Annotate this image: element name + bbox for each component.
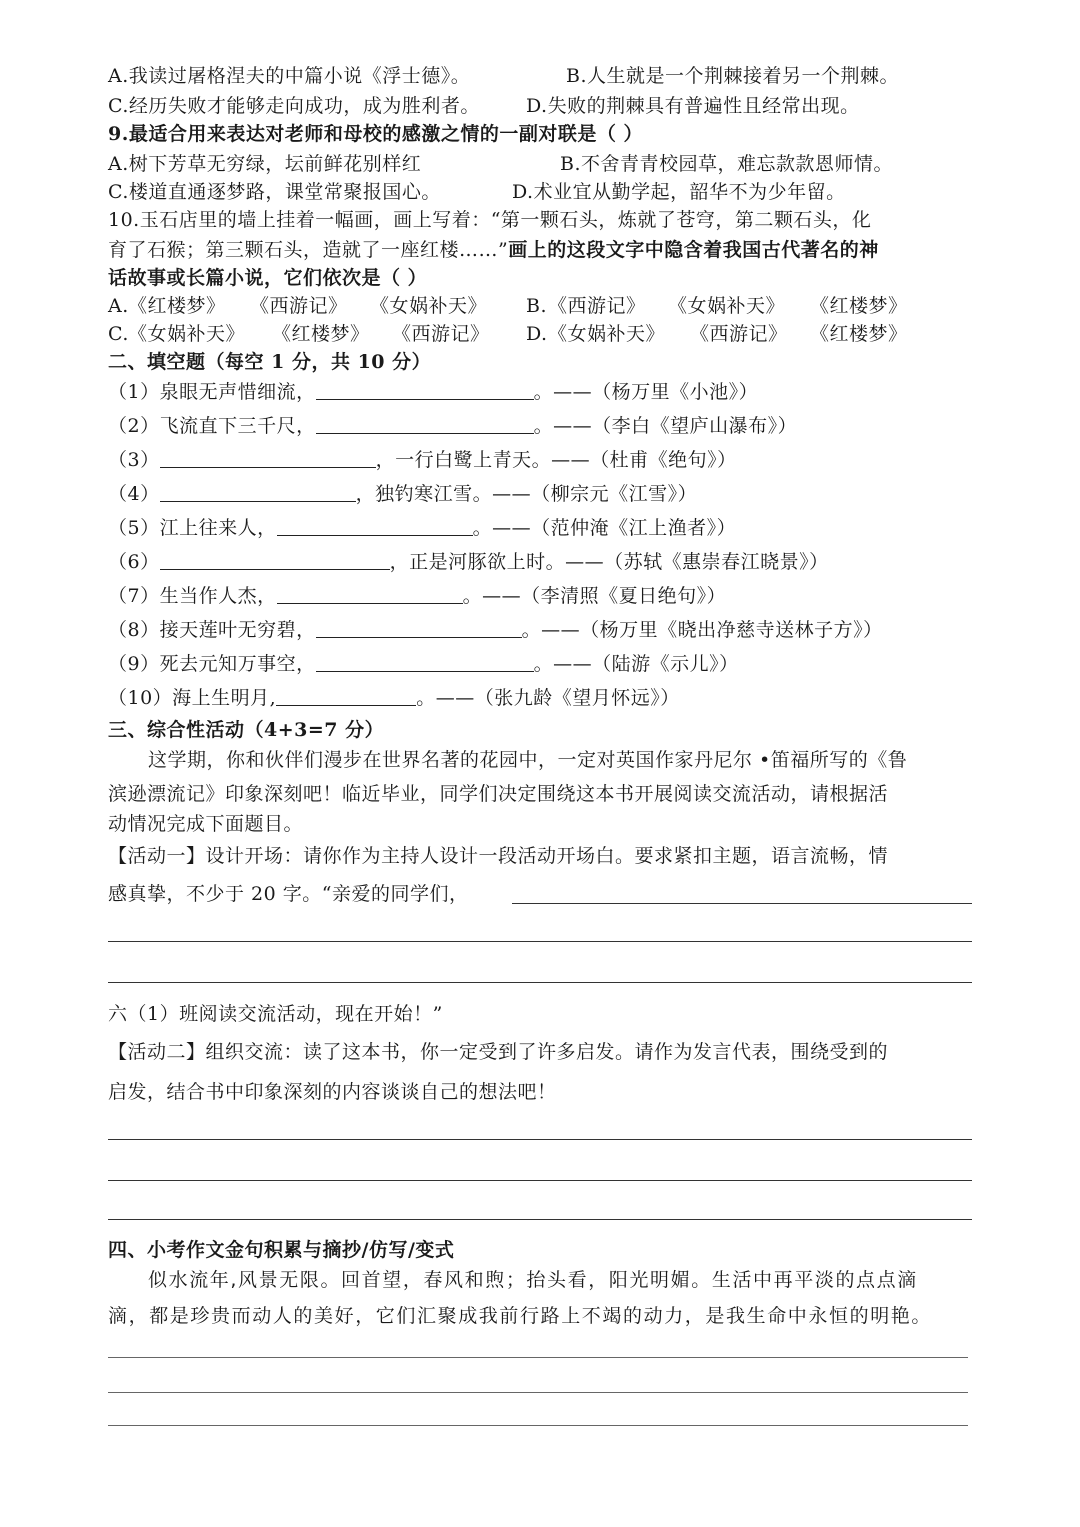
- fill-item-3-prompt: （3）: [108, 449, 160, 471]
- fill-item-9: [108, 650, 972, 678]
- q8-option-d: D.失败的荆棘具有普遍性且经常出现。: [526, 95, 860, 117]
- section-3-intro-line-3: 动情况完成下面题目。: [108, 813, 304, 835]
- fill-item-6: [108, 548, 972, 576]
- q10-stem-line-1: 10.玉石店里的墙上挂着一幅画，画上写着：“第一颗石头，炼就了苍穹，第二颗石头，化: [108, 209, 872, 231]
- fill-blank-3[interactable]: [160, 447, 376, 468]
- q10-option-d-item-1: 《女娲补天》: [548, 323, 666, 345]
- q10-option-c-item-1: 《女娲补天》: [128, 323, 246, 345]
- q10-option-c-item-2: 《红楼梦》: [272, 323, 370, 345]
- fill-item-10-prompt: （10）海上生明月,: [108, 687, 277, 709]
- fill-blank-10[interactable]: [276, 685, 416, 706]
- section-4-answer-line-2[interactable]: [108, 1392, 968, 1393]
- q8-row-2: [108, 92, 972, 120]
- q9-option-c: C.楼道直通逐梦路，课堂常聚报国心。: [108, 181, 441, 203]
- activity-1-line-1: 【活动一】设计开场：请你作为主持人设计一段活动开场白。要求紧扣主题，语言流畅，情: [108, 845, 889, 867]
- section-4-answer-line-3[interactable]: [108, 1425, 968, 1426]
- q10-option-d-item-2: 《西游记》: [690, 323, 788, 345]
- fill-item-7: [108, 582, 972, 610]
- fill-item-4: [108, 480, 972, 508]
- activity-1-closing: 六（1）班阅读交流活动，现在开始！”: [108, 1003, 443, 1025]
- section-4-answer-line-1[interactable]: [108, 1357, 968, 1358]
- activity-2-answer-line-3[interactable]: [108, 1219, 972, 1220]
- q9-row-1: [108, 150, 972, 178]
- q9-option-d: D.术业宜从勤学起，韶华不为少年留。: [512, 181, 846, 203]
- fill-blank-2[interactable]: [316, 413, 534, 434]
- q8-option-c: C.经历失败才能够走向成功，成为胜利者。: [108, 95, 480, 117]
- fill-item-9-source: 。——（陆游《示儿》）: [533, 653, 739, 675]
- activity-1-prompt: 感真挚，不少于 20 字。“亲爱的同学们，: [108, 883, 469, 905]
- q10-option-d-label: D.: [526, 323, 548, 345]
- fill-item-8-source: 。——（杨万里《晓出净慈寺送林子方》）: [521, 619, 883, 641]
- section-4-quote-line-2: 滴，都是珍贵而动人的美好，它们汇聚成我前行路上不竭的动力，是我生命中永恒的明艳。: [108, 1305, 933, 1327]
- q9-option-b: B.不舍青青校园草，难忘款款恩师情。: [560, 153, 894, 175]
- fill-blank-9[interactable]: [316, 651, 534, 672]
- fill-item-10: [108, 684, 972, 712]
- fill-item-9-prompt: （9）死去元知万事空，: [108, 653, 316, 675]
- fill-item-4-prompt: （4）: [108, 483, 160, 505]
- fill-item-2-prompt: （2）飞流直下三千尺，: [108, 415, 316, 437]
- fill-item-2-source: 。——（李白《望庐山瀑布》）: [533, 415, 798, 437]
- fill-item-3: [108, 446, 972, 474]
- section-2-title: 二、填空题（每空 1 分，共 10 分）: [108, 351, 432, 373]
- section-4-title: 四、小考作文金句积累与摘抄/仿写/变式: [108, 1239, 455, 1261]
- q10-option-c-label: C.: [108, 323, 129, 345]
- fill-blank-1[interactable]: [316, 379, 534, 400]
- activity-2-answer-line-1[interactable]: [108, 1139, 972, 1140]
- fill-item-1-prompt: （1）泉眼无声惜细流，: [108, 381, 316, 403]
- activity-2-line-1: 【活动二】组织交流：读了这本书，你一定受到了许多启发。请作为发言代表，围绕受到的: [108, 1041, 889, 1063]
- activity-1-answer-line-2[interactable]: [108, 941, 972, 942]
- q10-option-a-item-3: 《女娲补天》: [370, 295, 488, 317]
- q10-option-a-label: A.: [108, 295, 129, 317]
- fill-item-1-source: 。——（杨万里《小池》）: [533, 381, 759, 403]
- q10-option-b-item-1: 《西游记》: [548, 295, 646, 317]
- activity-1-answer-line-1[interactable]: [512, 903, 972, 904]
- q9-stem: 9.最适合用来表达对老师和母校的感激之情的一副对联是（ ）: [108, 123, 643, 145]
- activity-1-answer-line-3[interactable]: [108, 982, 972, 983]
- q10-option-c-item-3: 《西游记》: [392, 323, 490, 345]
- q10-option-a-item-2: 《西游记》: [250, 295, 348, 317]
- activity-2-answer-line-2[interactable]: [108, 1180, 972, 1181]
- fill-item-8: [108, 616, 972, 644]
- fill-item-2: [108, 412, 972, 440]
- fill-blank-8[interactable]: [316, 617, 522, 638]
- fill-blank-4[interactable]: [160, 481, 356, 502]
- q9-option-a: A.树下芳草无穷绿，坛前鲜花别样红: [108, 153, 422, 175]
- section-4-quote-line-1: 似水流年,风景无限。回首望，春风和煦；抬头看，阳光明媚。生活中再平淡的点点滴: [148, 1269, 918, 1291]
- q8-option-a: A.我读过屠格涅夫的中篇小说《浮士德》。: [108, 65, 471, 87]
- q8-row-1: [108, 62, 972, 90]
- fill-item-5-source: 。——（范仲淹《江上渔者》）: [472, 517, 737, 539]
- activity-2-line-2: 启发，结合书中印象深刻的内容谈谈自己的想法吧！: [108, 1081, 557, 1103]
- fill-item-6-prompt: （6）: [108, 551, 160, 573]
- fill-item-3-source: ，一行白鹭上青天。——（杜甫《绝句》）: [375, 449, 737, 471]
- fill-item-7-source: 。——（李清照《夏日绝句》）: [462, 585, 727, 607]
- fill-item-5-prompt: （5）江上往来人，: [108, 517, 277, 539]
- fill-item-8-prompt: （8）接天莲叶无穷碧，: [108, 619, 316, 641]
- fill-item-7-prompt: （7）生当作人杰，: [108, 585, 277, 607]
- fill-item-4-source: ，独钓寒江雪。——（柳宗元《江雪》）: [355, 483, 698, 505]
- q10-stem-line-2: [108, 236, 972, 264]
- section-3-intro-line-1: 这学期，你和伙伴们漫步在世界名著的花园中，一定对英国作家丹尼尔 •笛福所写的《鲁: [148, 749, 908, 771]
- section-3-intro-line-2: 滨逊漂流记》印象深刻吧！临近毕业，同学们决定围绕这本书开展阅读交流活动，请根据活: [108, 783, 889, 805]
- q10-option-b-item-3: 《红楼梦》: [810, 295, 908, 317]
- q10-option-b-label: B.: [526, 295, 548, 317]
- q10-option-b-item-2: 《女娲补天》: [668, 295, 786, 317]
- q10-option-a-item-1: 《红楼梦》: [128, 295, 226, 317]
- q9-row-2: [108, 178, 972, 206]
- q10-stem-line-3: 话故事或长篇小说，它们依次是（ ）: [108, 267, 428, 289]
- fill-blank-7[interactable]: [277, 583, 463, 604]
- fill-item-10-source: 。——（张九龄《望月怀远》）: [416, 687, 680, 709]
- q8-option-b: B.人生就是一个荆棘接着另一个荆棘。: [566, 65, 900, 87]
- q10-stem-quote: 育了石猴；第三颗石头，造就了一座红楼……”: [108, 239, 509, 261]
- fill-blank-5[interactable]: [277, 515, 473, 536]
- section-3-title: 三、综合性活动（4+3=7 分）: [108, 719, 385, 741]
- q10-option-d-item-3: 《红楼梦》: [810, 323, 908, 345]
- fill-item-5: [108, 514, 972, 542]
- fill-blank-6[interactable]: [160, 549, 390, 570]
- q10-stem-question: 画上的这段文字中隐含着我国古代著名的神: [508, 239, 879, 261]
- fill-item-1: [108, 378, 972, 406]
- fill-item-6-source: ，正是河豚欲上时。——（苏轼《惠崇春江晓景》）: [389, 551, 829, 573]
